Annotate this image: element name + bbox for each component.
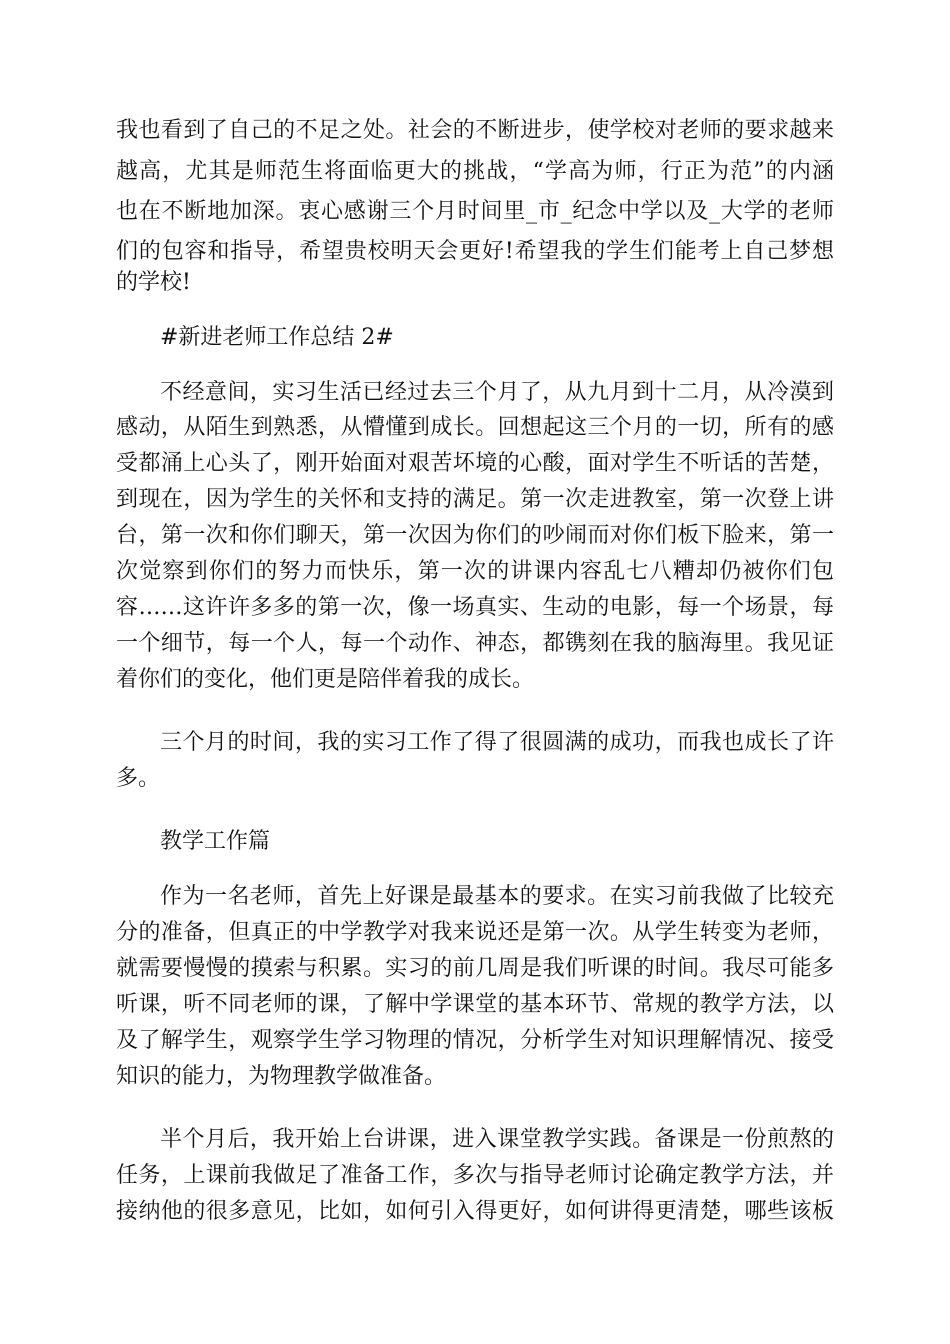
paragraph-4-line-2: 分的准备，但真正的中学教学对我来说还是第一次。从学生转变为老师， <box>116 920 834 945</box>
paragraph-2-line-3: 受都涌上心头了，刚开始面对艰苦坏境的心酸，面对学生不听话的苦楚， <box>116 451 834 476</box>
paragraph-2-line-2: 感动，从陌生到熟悉，从懵懂到成长。回想起这三个月的一切，所有的感 <box>116 415 834 440</box>
section-heading-summary-2: #新进老师工作总结 2# <box>160 325 394 350</box>
paragraph-5-line-1: 半个月后，我开始上台讲课，进入课堂教学实践。备课是一份煎熬的 <box>160 1127 834 1152</box>
paragraph-2-line-7: 容……这许许多多的第一次，像一场真实、生动的电影，每一个场景，每 <box>116 595 834 620</box>
paragraph-5-line-3: 接纳他的很多意见，比如，如何引入得更好，如何讲得更清楚，哪些该板 <box>116 1199 834 1224</box>
paragraph-1-line-5: 的学校! <box>116 270 191 295</box>
paragraph-1-line-4: 们的包容和指导，希望贵校明天会更好!希望我的学生们能考上自己梦想 <box>116 239 834 264</box>
paragraph-2-line-1: 不经意间，实习生活已经过去三个月了，从九月到十二月，从冷漠到 <box>160 380 834 405</box>
paragraph-2-line-6: 次觉察到你们的努力而快乐，第一次的讲课内容乱七八糟却仍被你们包 <box>116 559 834 584</box>
paragraph-3-line-2: 多。 <box>116 766 161 791</box>
paragraph-2-line-5: 台，第一次和你们聊天，第一次因为你们的吵闹而对你们板下脸来，第一 <box>116 523 834 548</box>
paragraph-4-line-4: 听课，听不同老师的课，了解中学课堂的基本环节、常规的教学方法，以 <box>116 992 834 1017</box>
paragraph-5-line-2: 任务，上课前我做足了准备工作，多次与指导老师讨论确定教学方法，并 <box>116 1163 834 1188</box>
paragraph-4-line-3: 就需要慢慢的摸索与积累。实习的前几周是我们听课的时间。我尽可能多 <box>116 956 834 981</box>
paragraph-2-line-4: 到现在，因为学生的关怀和支持的满足。第一次走进教室，第一次登上讲 <box>116 487 834 512</box>
paragraph-2-line-9: 着你们的变化，他们更是陪伴着我的成长。 <box>116 667 535 692</box>
paragraph-3-line-1: 三个月的时间，我的实习工作了得了很圆满的成功，而我也成长了许 <box>160 730 834 755</box>
paragraph-2-line-8: 一个细节，每一个人，每一个动作、神态，都镌刻在我的脑海里。我见证 <box>116 631 834 656</box>
section-heading-teaching: 教学工作篇 <box>160 829 271 854</box>
paragraph-1-line-1: 我也看到了自己的不足之处。社会的不断进步，使学校对老师的要求越来 <box>116 118 834 143</box>
paragraph-4-line-5: 及了解学生，观察学生学习物理的情况，分析学生对知识理解情况、接受 <box>116 1028 834 1053</box>
paragraph-1-line-2: 越高，尤其是师范生将面临更大的挑战，“学高为师，行正为范”的内涵 <box>116 159 834 184</box>
paragraph-1-line-3: 也在不断地加深。衷心感谢三个月时间里_市_纪念中学以及_大学的老师 <box>116 199 834 224</box>
paragraph-4-line-6: 知识的能力，为物理教学做准备。 <box>116 1064 447 1089</box>
paragraph-4-line-1: 作为一名老师，首先上好课是最基本的要求。在实习前我做了比较充 <box>160 884 834 909</box>
